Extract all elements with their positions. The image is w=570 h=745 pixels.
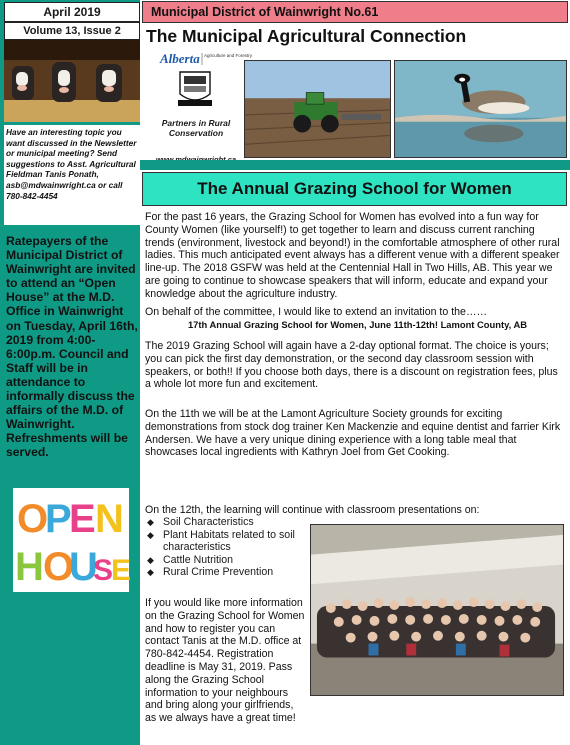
goose-photo bbox=[394, 60, 567, 158]
open-house-logo bbox=[13, 488, 132, 592]
house-letter-o: O bbox=[43, 545, 75, 589]
diamond-bullet-icon: ◆ bbox=[147, 529, 154, 540]
md-crest-icon bbox=[178, 72, 212, 106]
open-house-graphic bbox=[13, 488, 132, 592]
diamond-bullet-icon: ◆ bbox=[147, 554, 154, 565]
open-house-announcement: Ratepayers of the Municipal District of Wainwright are invited to attend an “Open House” at the M.D. Office in Wainwright on Tuesday, April 16th, 2019 from 4:00-6:00p.m. Council and Staff will be in attendance to informally discuss the affairs of the M.D. of Wainwright. Refreshments will be served. bbox=[6, 234, 138, 460]
issue-volume: Volume 13, Issue 2 bbox=[4, 22, 140, 40]
calves-photo bbox=[4, 40, 140, 122]
diamond-bullet-icon: ◆ bbox=[147, 567, 154, 578]
article-title: The Annual Grazing School for Women bbox=[142, 172, 567, 206]
open-letter-n: N bbox=[95, 497, 124, 541]
house-letter-s: S bbox=[93, 554, 114, 587]
group-photo bbox=[310, 524, 564, 696]
issue-date: April 2019 bbox=[4, 2, 140, 22]
event-line: 17th Annual Grazing School for Women, June 11th-12th! Lamont County, AB bbox=[187, 319, 528, 330]
list-item: ◆ Plant Habitats related to soil characteristics bbox=[147, 528, 295, 554]
section-divider bbox=[140, 160, 570, 170]
house-letter-e: E bbox=[111, 554, 132, 587]
house-letter-h: H bbox=[15, 545, 44, 589]
list-item: ◆ Soil Characteristics bbox=[147, 516, 254, 528]
topic-suggestion-note: Have an interesting topic you want discussed in the Newsletter or municipal meeting? Send suggestions to Asst. Agricultural Fieldman Tanis Ponath, asb@mdwainwright.ca or call 780-842-4454 bbox=[4, 125, 140, 225]
newsletter-title: The Municipal Agricultural Connection bbox=[146, 26, 467, 46]
article-paragraph-3: The 2019 Grazing School will again have a 2-day optional format. The choice is yours; you can pick the first day demonstration, or the second day classroom session with speakers, or both!! If you choose both days, there is a discount on registration fees, plus a whole lot more fun and excitement. bbox=[145, 340, 558, 391]
presentation-topics-list bbox=[145, 516, 310, 579]
article-paragraph-6: If you would like more information on the Grazing School for Women and how to register you can contact Tanis at the M.D. office at 780-842-4454. Registration deadline is May 31, 2019. Pass along the Grazing School information to your neighbours and bring along your girlfriends, as we always have a great time! bbox=[145, 597, 305, 725]
partners-in-conservation: Partners in Rural Conservation bbox=[161, 118, 231, 138]
article-paragraph-1: For the past 16 years, the Grazing School for Women has evolved into a fun way for County Women (like yourself!) to get together to learn and discuss current ranching trends (environment, livestock and beyond!) in the comfortable atmosphere of other rural ladies. This much anticipated event always has a different venue with a different speaker line-up. The 2018 GSFW was held at the Centennial Hall in Two Hills, AB. This year we are going to continue to showcase speakers that will inform, educate and expand your knowledge about the agriculture industry. bbox=[145, 211, 560, 300]
article-paragraph-4: On the 11th we will be at the Lamont Agriculture Society grounds for exciting demonstrations from stock dog trainer Ken Mackenzie and equine dentist and farrier Kirk Andersen. We have a very unique dining experience with a long table meal that showcases local ingredients with Kathryn Joel from Get Cooking. bbox=[145, 408, 561, 459]
logos bbox=[150, 50, 253, 120]
alberta-logo-subtitle: Agriculture and Forestry bbox=[204, 53, 253, 58]
open-letter-o: O bbox=[17, 497, 49, 541]
open-letter-p: P bbox=[45, 497, 72, 541]
alberta-logo: Alberta bbox=[160, 51, 200, 66]
article-paragraph-5: On the 12th, the learning will continue with classroom presentations on: bbox=[145, 504, 480, 516]
tractor-photo bbox=[244, 60, 391, 158]
house-letter-u: U bbox=[69, 545, 98, 589]
open-letter-e: E bbox=[69, 497, 96, 541]
list-item: ◆ Rural Crime Prevention bbox=[147, 566, 274, 579]
article-paragraph-2: On behalf of the committee, I would like to extend an invitation to the…… bbox=[145, 306, 488, 318]
district-banner: Municipal District of Wainwright No.61 bbox=[142, 1, 568, 23]
diamond-bullet-icon: ◆ bbox=[147, 517, 154, 527]
list-item: ◆ Cattle Nutrition bbox=[147, 553, 234, 566]
logo-area bbox=[150, 50, 253, 170]
